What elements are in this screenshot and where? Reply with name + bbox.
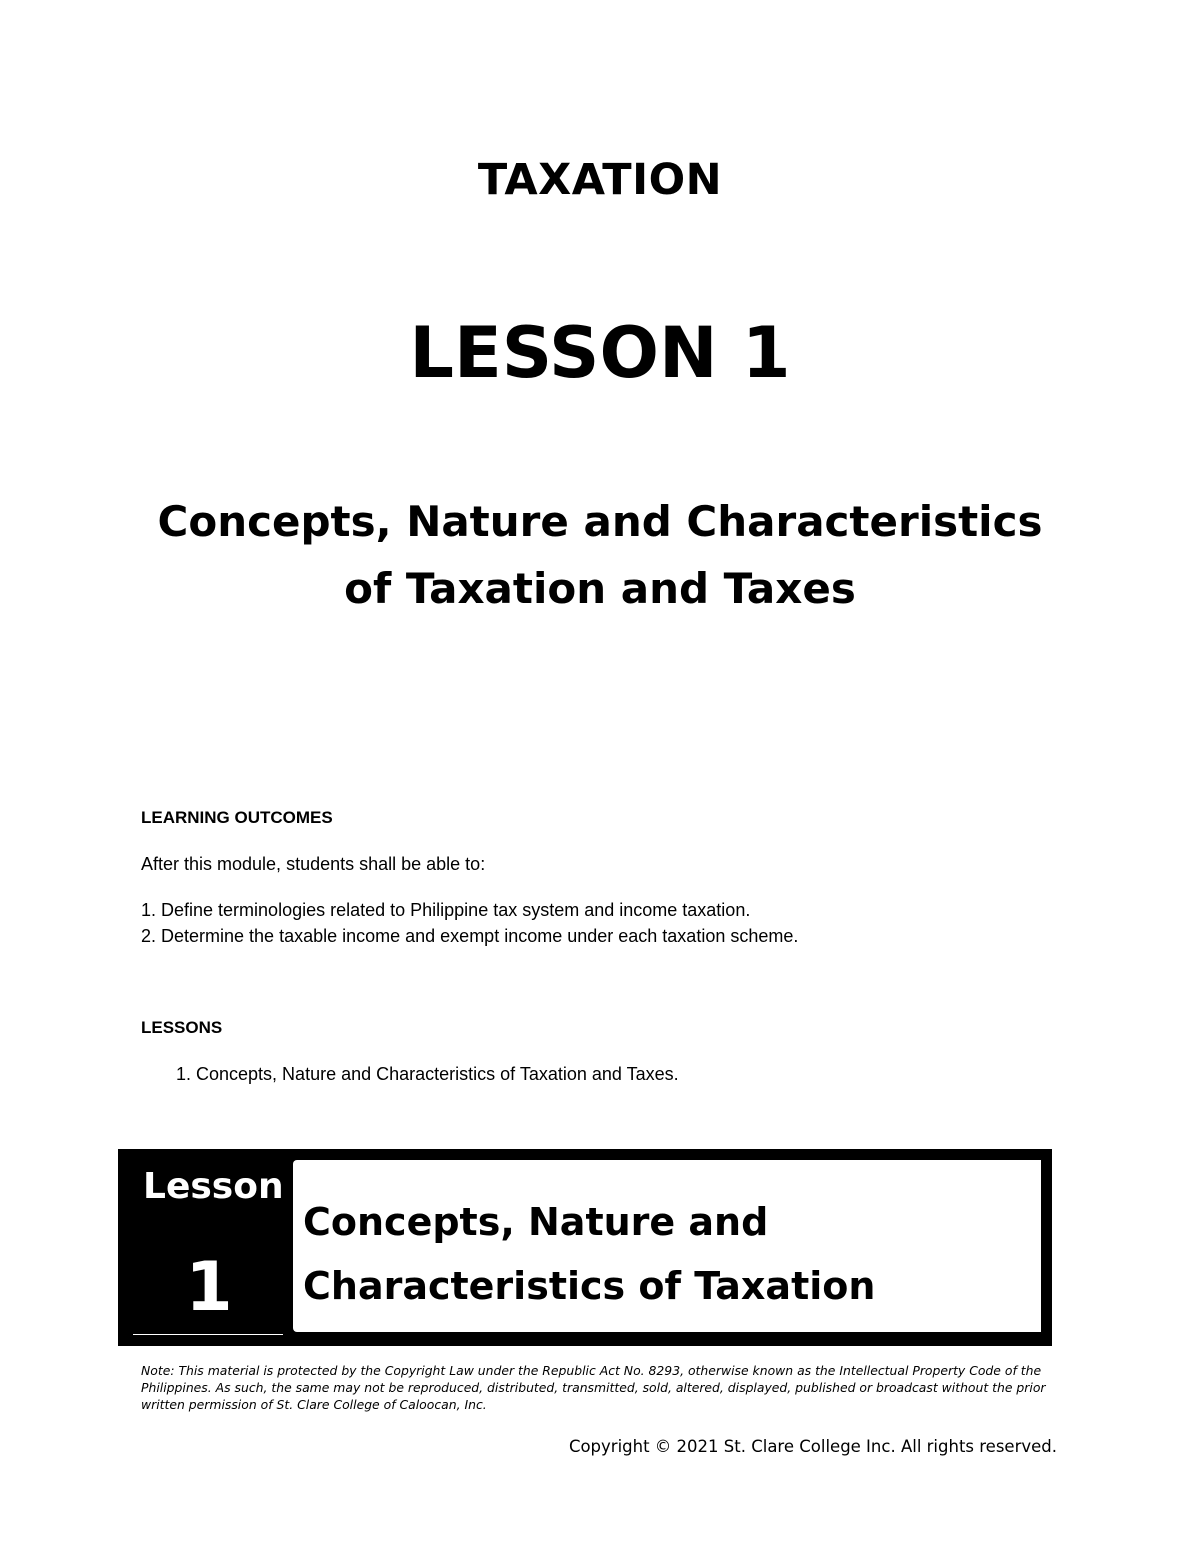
copyright-note: Note: This material is protected by the Copyright Law under the Republic Act No. 8293, otherwise known as the Intellectual Property Code of the Philippines. As such, the same may not be reproduced, distributed, transmitted, sold, altered, displayed, published or broadcast without the prior written permission of St. Clare College of Caloocan, Inc.: [141, 1363, 1046, 1412]
banner-label-block: [125, 1156, 293, 1339]
lesson-number-heading: LESSON 1: [409, 312, 791, 394]
lessons-heading: LESSONS: [141, 1018, 223, 1037]
lesson-title: Concepts, Nature and Characteristics of Taxation and Taxes: [157, 497, 1043, 613]
learning-outcomes-intro: After this module, students shall be able to:: [141, 854, 486, 874]
lesson-list-item: 1. Concepts, Nature and Characteristics of Taxation and Taxes.: [176, 1064, 679, 1084]
learning-outcome-item: 2. Determine the taxable income and exempt income under each taxation scheme.: [141, 926, 799, 946]
copyright-line: Copyright © 2021 St. Clare College Inc. All rights reserved.: [568, 1437, 1057, 1456]
banner-title-block: [293, 1160, 1041, 1332]
banner-divider: [133, 1334, 283, 1335]
banner-label: Lesson: [143, 1166, 284, 1207]
banner-title: Concepts, Nature and Characteristics of Taxation: [303, 1200, 876, 1308]
banner-number: 1: [185, 1248, 233, 1327]
learning-outcome-item: 1. Define terminologies related to Philippine tax system and income taxation.: [141, 900, 751, 920]
learning-outcomes-heading: LEARNING OUTCOMES: [141, 808, 333, 827]
lesson-banner: [118, 1149, 1052, 1346]
subject-title: TAXATION: [477, 155, 723, 205]
